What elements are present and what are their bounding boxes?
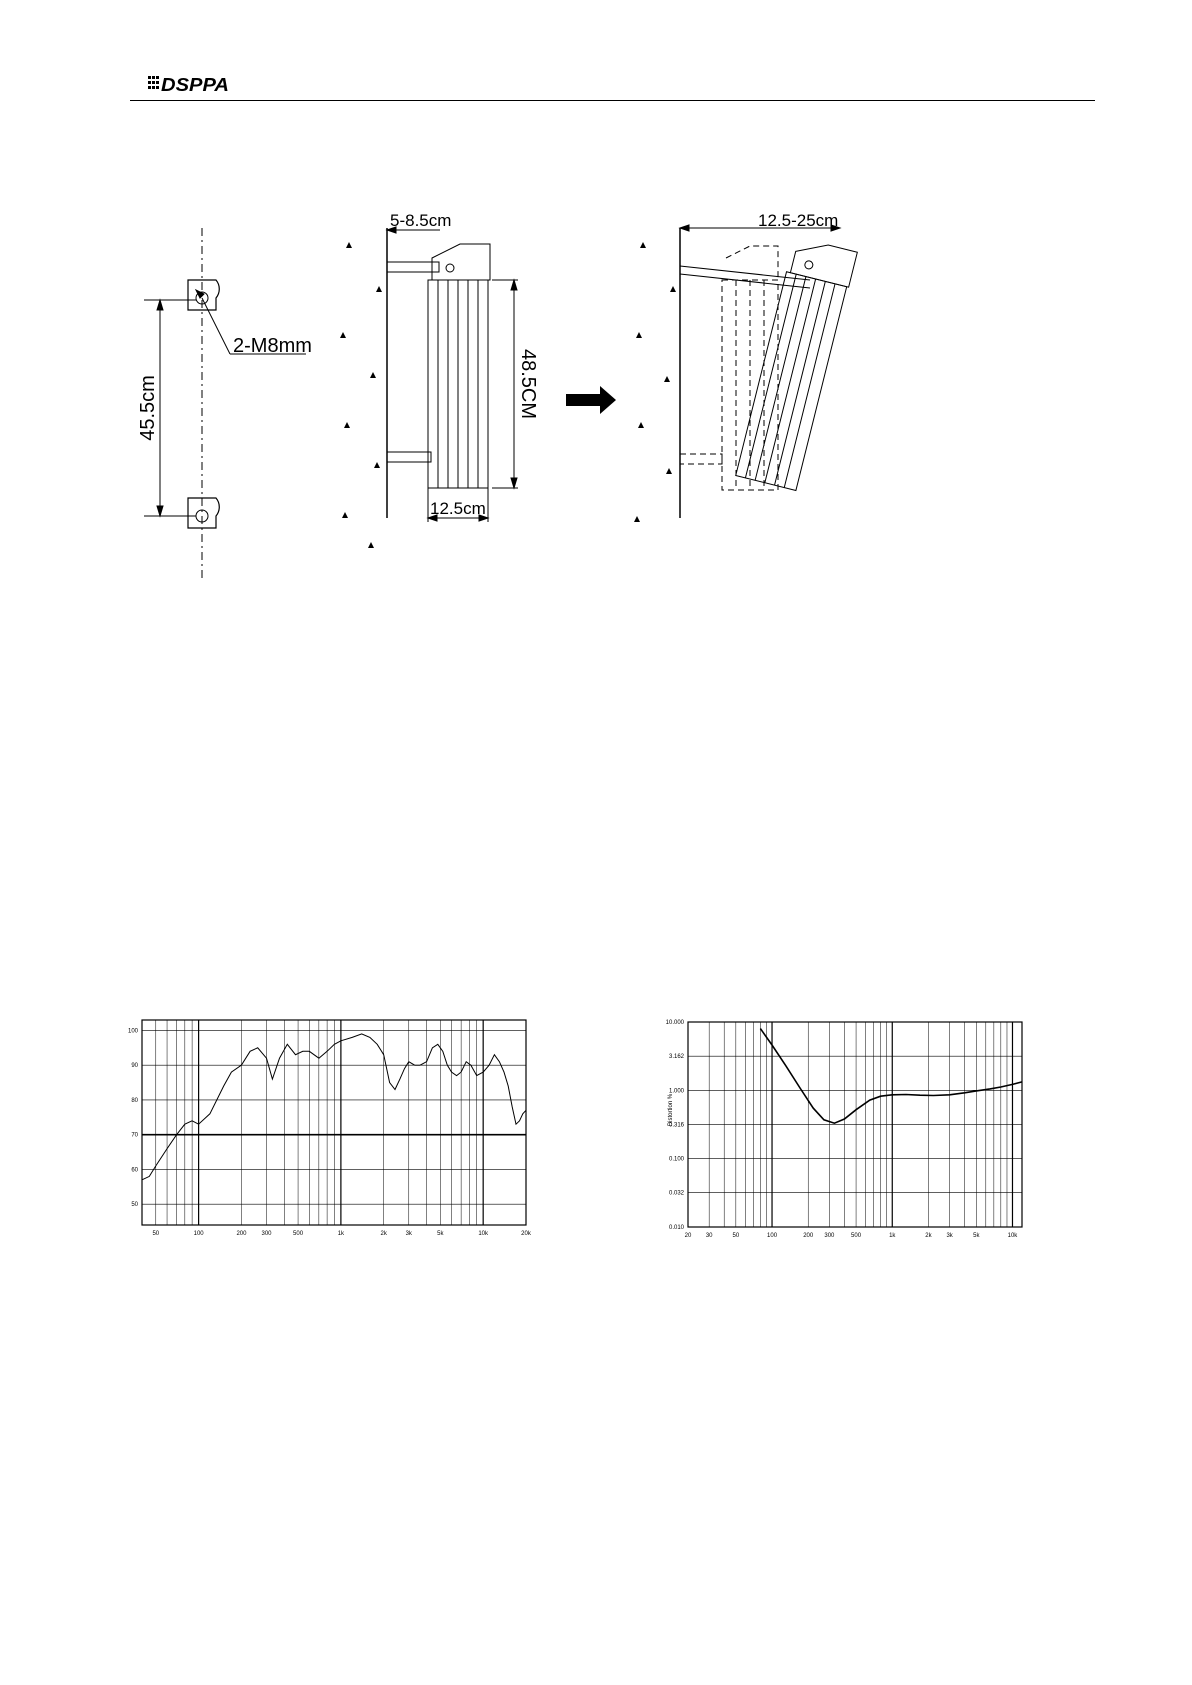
x-tick-label: 200 [803,1233,814,1239]
y-tick-label: 50 [131,1202,138,1209]
x-tick-label: 30 [705,1233,713,1239]
x-tick-label: 300 [824,1233,835,1239]
x-tick-label: 10k [478,1231,489,1237]
x-tick-label: 200 [236,1231,247,1237]
x-tick-label: 5k [973,1233,980,1239]
dsppa-logo [148,72,230,96]
y-tick-label: 1.000 [668,1088,684,1095]
depth-label: 12.5cm [430,499,486,518]
y-tick-label: 80 [131,1097,138,1104]
height-label: 48.5CM [517,348,539,420]
hole-spacing-label: 45.5cm [137,375,159,441]
y-tick-label: 0.100 [668,1156,684,1163]
x-tick-label: 50 [732,1233,740,1239]
y-tick-label: 100 [127,1028,138,1035]
logo-text: DSPPA [161,75,229,95]
distortion-chart [662,1020,1102,1250]
frequency-response-line [142,1034,526,1180]
tilt-gap-label: 12.5-25cm [758,211,839,230]
speaker-tilted-view [634,225,857,522]
mounting-drawing [130,211,930,578]
arrow-right-icon [566,386,616,414]
x-tick-label: 500 [851,1233,862,1239]
x-tick-label: 100 [767,1233,778,1239]
bolt-label: 2-M8mm [233,335,312,357]
bracket-template [144,228,306,578]
x-tick-label: 5k [437,1231,444,1237]
y-tick-label: 0.032 [668,1190,684,1197]
y-tick-label: 90 [131,1063,138,1070]
x-tick-label: 20 [684,1233,692,1239]
x-tick-label: 1k [889,1233,896,1239]
y-tick-label: 0.010 [668,1225,684,1231]
speaker-side-view [340,227,518,548]
distortion-axis-label: Distortion % [668,1093,674,1127]
header-rule [130,100,1095,101]
distortion-line [760,1029,1022,1124]
x-tick-label: 2k [925,1233,932,1239]
x-tick-label: 100 [193,1231,204,1237]
x-tick-label: 1k [337,1231,345,1237]
frequency-response-chart [127,1020,580,1250]
y-tick-label: 60 [131,1167,138,1174]
wall-gap-label: 5-8.5cm [390,211,452,230]
x-tick-label: 50 [152,1231,160,1237]
x-tick-label: 3k [946,1233,953,1239]
x-tick-label: 3k [405,1231,412,1237]
x-tick-label: 20k [521,1231,531,1237]
x-tick-label: 2k [380,1231,387,1237]
y-tick-label: 0.316 [668,1122,684,1129]
x-tick-label: 300 [261,1231,272,1237]
plot-frame [142,1020,526,1225]
y-tick-label: 70 [131,1132,138,1139]
y-tick-label: 3.162 [668,1054,684,1061]
x-tick-label: 10k [1007,1233,1018,1239]
x-tick-label: 500 [293,1231,304,1237]
y-tick-label: 10.000 [665,1020,684,1026]
